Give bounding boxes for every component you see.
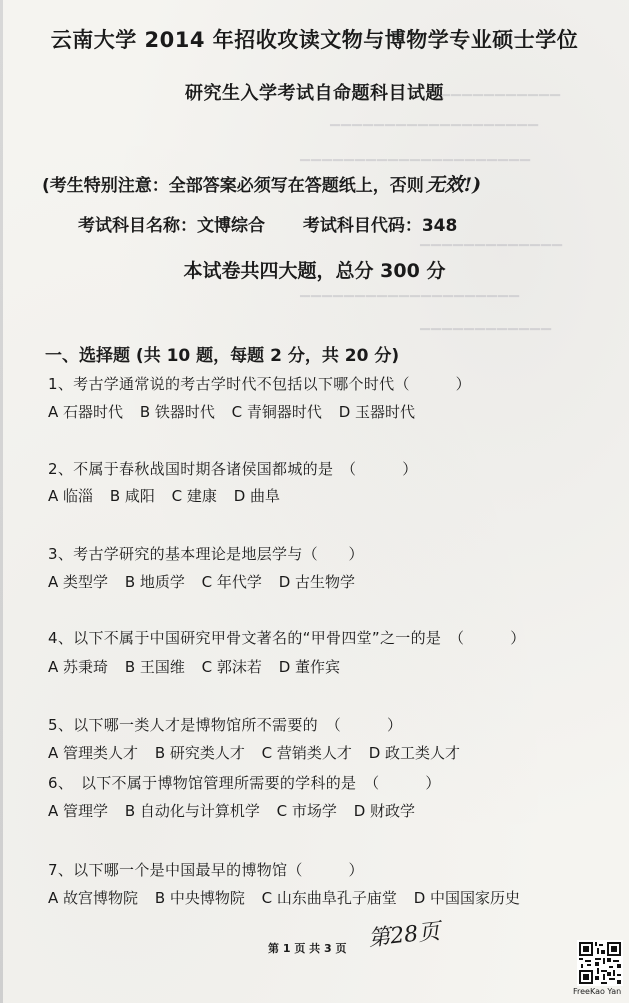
option: B 地质学 [124,573,185,591]
option: B 王国维 [124,658,185,676]
notice-handwritten: 无效!) [425,174,482,196]
option: C 建康 [171,487,217,505]
show-through-5: ▁▁▁▁▁▁▁▁▁▁▁▁▁▁▁▁▁▁▁▁ [300,283,520,298]
exam-title-line1: 云南大学 2014 年招收攻读文物与博物学专业硕士学位 [50,28,579,52]
qr-code-icon [577,940,623,986]
watermark-brand: FreeKao Yan [573,987,622,996]
show-through-1: ▁▁▁▁▁▁▁▁▁▁▁ [440,82,561,97]
candidate-notice [42,170,481,197]
handwritten-page-number: 第28页 [367,919,442,952]
question-4-options [48,656,352,677]
subject-name: 考试科目名称：文博综合 [78,216,265,236]
option: C 营销类人才 [261,744,352,762]
section-heading-choice: 一、选择题 (共 10 题，每题 2 分，共 20 分) [45,346,400,366]
option: B 中央博物院 [154,889,245,907]
option: D 政工类人才 [368,744,461,762]
total-score: 本试卷共四大题，总分 300 分 [183,260,446,282]
show-through-2: ▁▁▁▁▁▁▁▁▁▁▁▁▁▁▁▁▁▁▁ [330,112,539,127]
question-6: 6、 以下不属于博物馆管理所需要的学科的是 （ ） [48,774,441,792]
option: A 石器时代 [48,403,124,421]
question-3-options [48,571,367,592]
notice-text: (考生特别注意：全部答案必须写在答题纸上，否则 [42,176,424,196]
option: C 山东曲阜孔子庙堂 [261,889,397,907]
option: C 郭沫若 [201,658,262,676]
option: B 咸阳 [109,487,155,505]
subject-code: 考试科目代码：348 [302,216,458,236]
option: D 玉器时代 [338,403,416,421]
question-5-options [48,742,472,763]
show-through-4: ▁▁▁▁▁▁▁▁▁▁▁▁▁ [420,232,563,247]
question-6-options [48,800,427,821]
question-3: 3、考古学研究的基本理论是地层学与（ ） [48,545,364,563]
page-footer: 第 1 页 共 3 页 [268,942,347,955]
option: D 中国国家历史 [413,889,521,907]
option: B 自动化与计算机学 [124,802,260,820]
option: A 苏秉琦 [48,658,109,676]
option: C 年代学 [201,573,262,591]
option: D 董作宾 [278,658,341,676]
option: A 管理类人才 [48,744,139,762]
option: D 财政学 [353,802,416,820]
question-1: 1、考古学通常说的考古学时代不包括以下哪个时代（ ） [48,375,471,393]
option: D 曲阜 [233,487,281,505]
question-2-options [48,485,292,506]
question-2: 2、不属于春秋战国时期各诸侯国都城的是 （ ） [48,460,418,478]
question-5: 5、以下哪一类人才是博物馆所不需要的 （ ） [48,716,403,734]
option: A 临淄 [48,487,94,505]
question-7: 7、以下哪一个是中国最早的博物馆（ ） [48,861,364,879]
show-through-3: ▁▁▁▁▁▁▁▁▁▁▁▁▁▁▁▁▁▁▁▁▁ [300,147,531,162]
option: C 青铜器时代 [231,403,322,421]
option: A 类型学 [48,573,109,591]
option: D 古生物学 [278,573,356,591]
option: A 故宫博物院 [48,889,139,907]
question-4: 4、以下不属于中国研究甲骨文著名的“甲骨四堂”之一的是 （ ） [48,629,526,647]
subject-info [78,211,457,236]
option: B 铁器时代 [139,403,215,421]
page-edge-shadow [0,0,3,1003]
option: A 管理学 [48,802,109,820]
option: B 研究类人才 [154,744,245,762]
show-through-6: ▁▁▁▁▁▁▁▁▁▁▁▁ [420,316,552,331]
exam-title-line2: 研究生入学考试自命题科目试题 [185,83,444,104]
question-1-options [48,401,427,422]
question-7-options [48,887,532,908]
option: C 市场学 [276,802,337,820]
